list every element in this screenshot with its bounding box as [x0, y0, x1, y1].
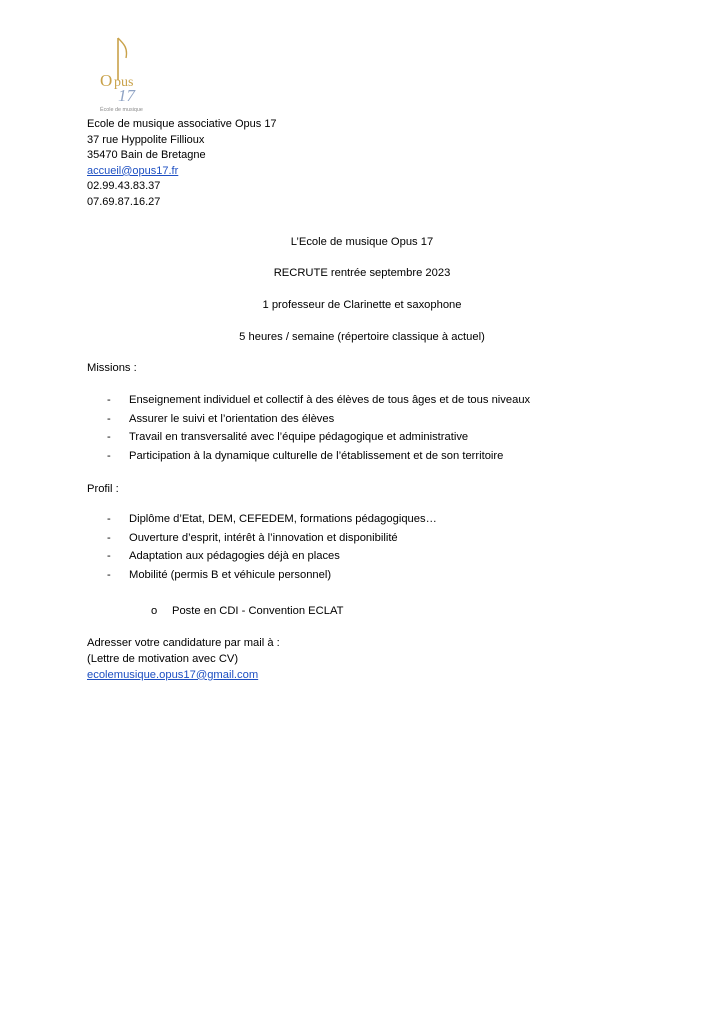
profil-item-text: Mobilité (permis B et véhicule personnel): [129, 569, 332, 582]
sender-phone-2: 07.69.87.16.27: [87, 195, 161, 208]
list-item: - Adaptation aux pédagogies déjà en places: [0, 547, 724, 566]
list-item: - Travail en transversalité avec l’équipe pédagogique et administrative: [0, 428, 724, 447]
mission-item-text: Travail en transversalité avec l’équipe pédagogique et administrative: [129, 431, 469, 444]
apply-email-link[interactable]: ecolemusique.opus17@gmail.com: [87, 668, 259, 681]
sender-org: Ecole de musique associative Opus 17: [87, 118, 277, 130]
apply-instruction: Adresser votre candidature par mail à :: [87, 637, 280, 649]
list-item: - Assurer le suivi et l’orientation des élèves: [0, 410, 724, 429]
svg-text:17: 17: [118, 86, 135, 105]
contract-text: Poste en CDI - Convention ECLAT: [172, 605, 344, 617]
mission-item-text: Enseignement individuel et collectif à des élèves de tous âges et de tous niveaux: [129, 394, 531, 406]
missions-list: [0, 391, 724, 466]
sender-address-block: [87, 117, 277, 211]
svg-text:pus: pus: [114, 75, 134, 90]
sender-phone-1: 02.99.43.83.37: [87, 180, 161, 193]
missions-title: Missions :: [87, 362, 137, 374]
circle-bullet-icon: o: [151, 605, 158, 617]
music-note-logo-icon: [98, 34, 150, 114]
profil-item-text: Adaptation aux pédagogies déjà en places: [129, 550, 340, 563]
svg-text:O: O: [100, 71, 113, 90]
profil-list: [0, 510, 724, 585]
sender-email-link[interactable]: accueil@opus17.fr: [87, 164, 179, 177]
profil-item-text: Ouverture d’esprit, intérêt à l’innovation et disponibilité: [129, 531, 398, 544]
sender-street: 37 rue Hyppolite Fillioux: [87, 133, 205, 146]
list-item: - Mobilité (permis B et véhicule personnel): [0, 566, 724, 585]
list-item: - Ouverture d’esprit, intérêt à l’innovation et disponibilité: [0, 529, 724, 548]
opus17-logo: [98, 34, 150, 114]
list-item: - Diplôme d’Etat, DEM, CEFEDEM, formations pédagogiques…: [0, 510, 724, 529]
svg-text:École de musique: École de musique: [100, 107, 143, 113]
mission-item-text: Participation à la dynamique culturelle de l’établissement et de son territoire: [129, 450, 504, 463]
sender-city: 35470 Bain de Bretagne: [87, 149, 206, 162]
apply-details: (Lettre de motivation avec CV): [87, 652, 239, 665]
application-block: [87, 636, 280, 683]
list-item: - Enseignement individuel et collectif à des élèves de tous âges et de tous niveaux: [0, 391, 724, 410]
heading-school: L’Ecole de musique Opus 17: [290, 236, 434, 248]
profil-item-text: Diplôme d’Etat, DEM, CEFEDEM, formations pédagogiques…: [129, 513, 437, 525]
heading-recruits: RECRUTE rentrée septembre 2023: [273, 267, 451, 279]
list-item: - Participation à la dynamique culturelle de l’établissement et de son territoire: [0, 447, 724, 466]
heading-position: 1 professeur de Clarinette et saxophone: [262, 299, 462, 311]
profil-title: Profil :: [87, 483, 119, 495]
heading-hours: 5 heures / semaine (répertoire classique à actuel): [239, 331, 485, 343]
mission-item-text: Assurer le suivi et l’orientation des élèves: [129, 412, 335, 425]
